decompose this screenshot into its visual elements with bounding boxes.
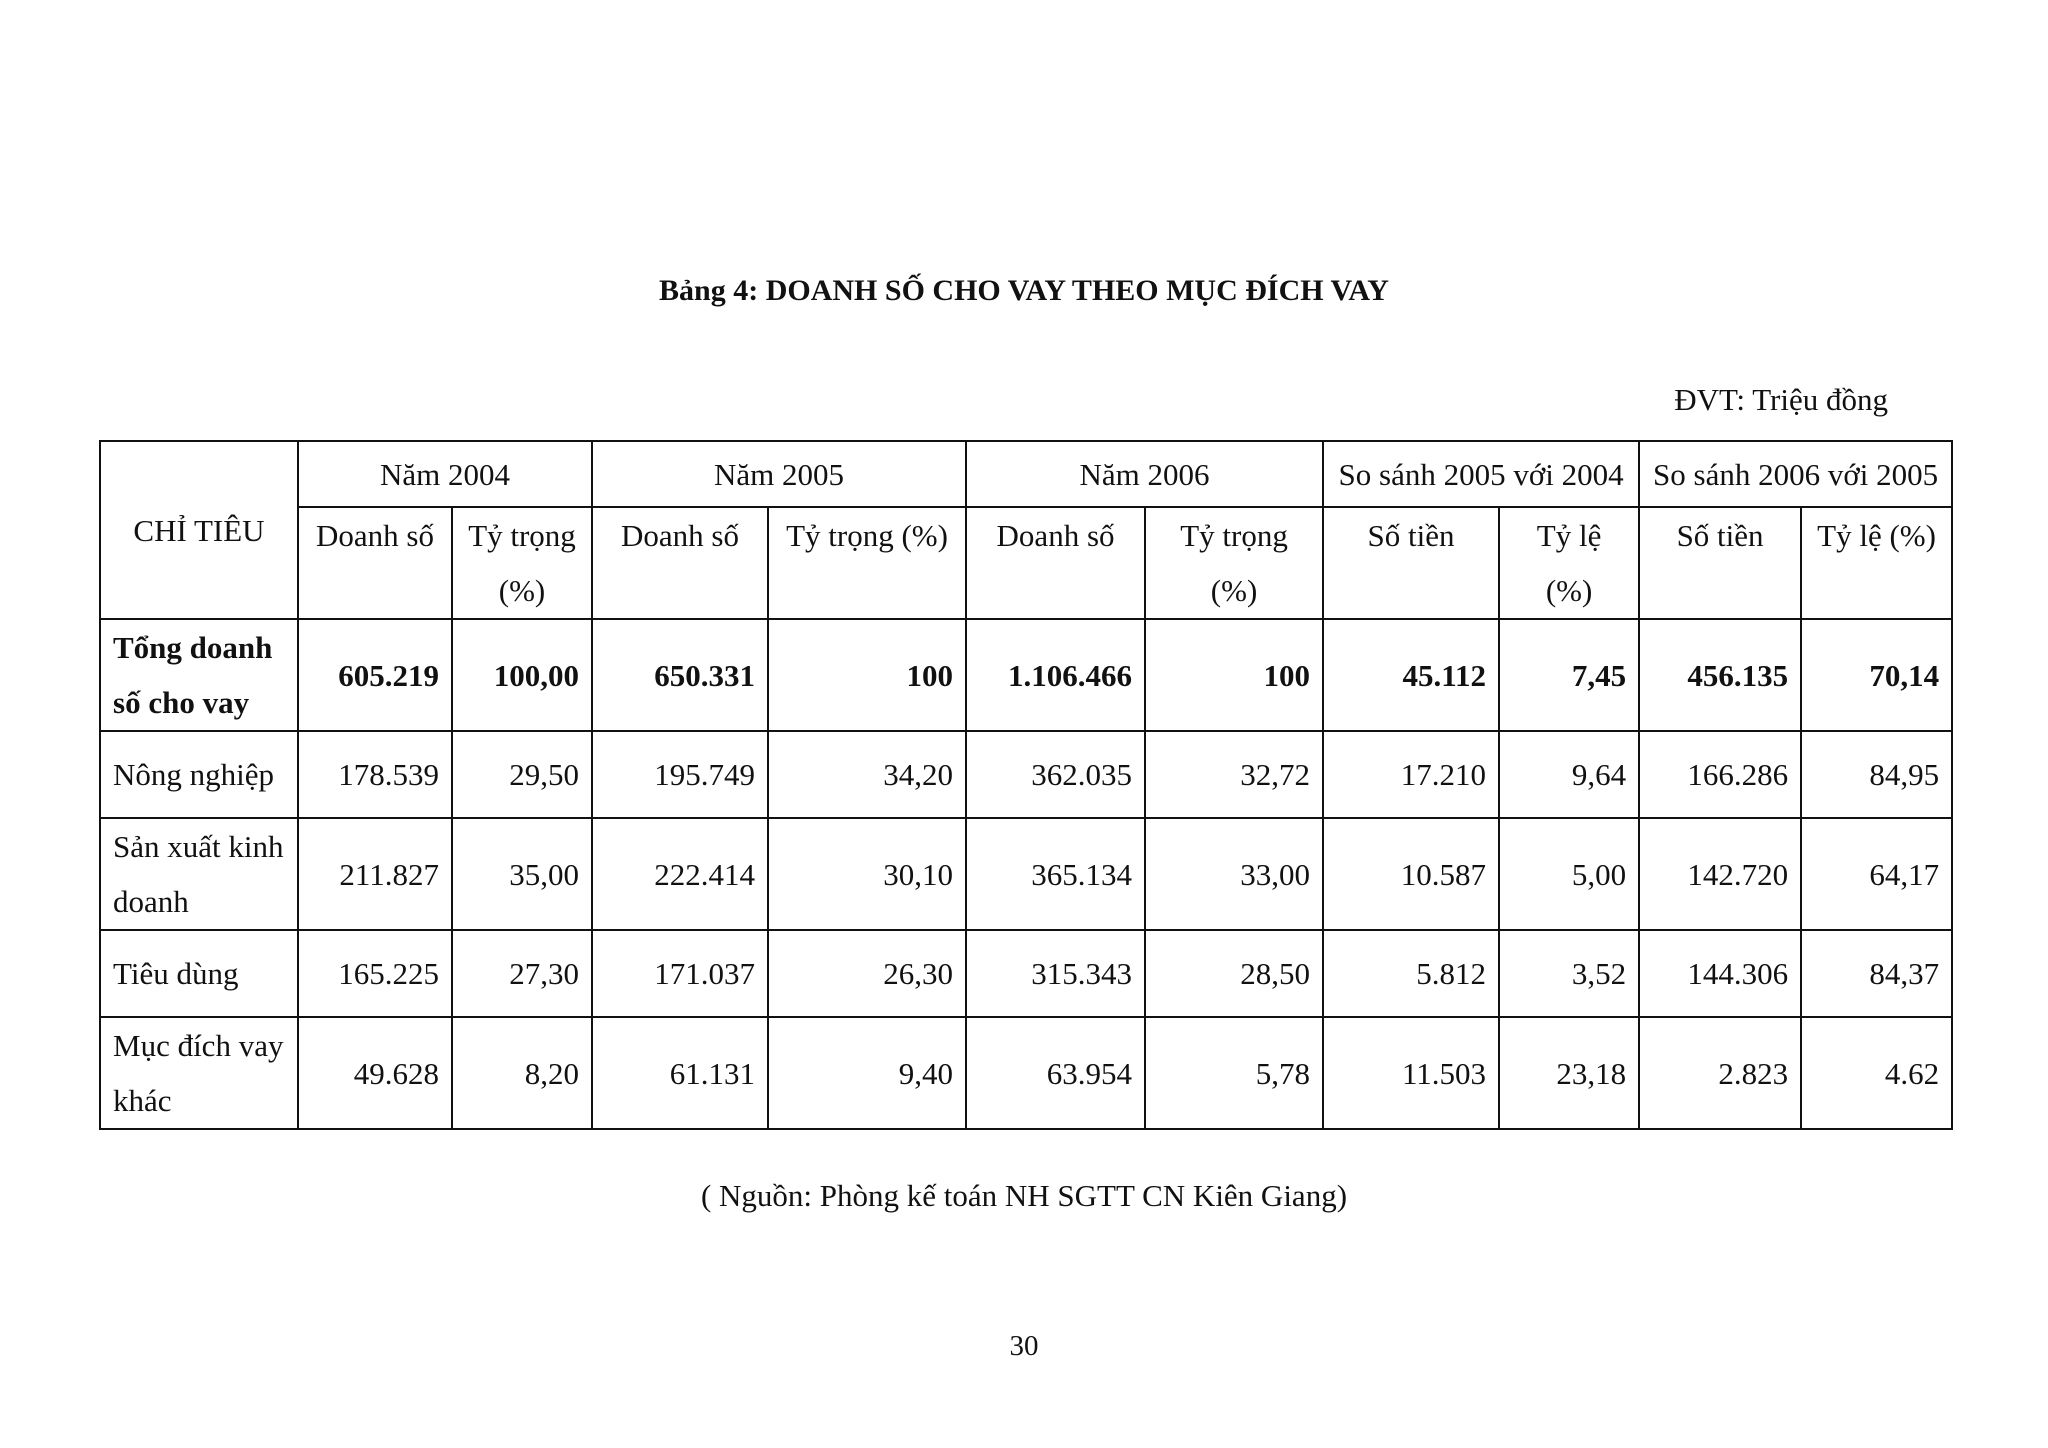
cell-value: 365.134 [966,818,1145,930]
subheader-doanh-so-2006: Doanh số [966,507,1145,619]
cell-value: 35,00 [452,818,592,930]
cell-value: 144.306 [1639,930,1801,1017]
cell-value: 178.539 [298,731,452,818]
cell-value: 211.827 [298,818,452,930]
row-label: Mục đích vay khác [100,1017,298,1129]
table-row-total [100,619,1952,731]
cell-value: 33,00 [1145,818,1323,930]
cell-value: 84,37 [1801,930,1952,1017]
cell-value: 49.628 [298,1017,452,1129]
cell-value: 456.135 [1639,619,1801,731]
row-label: Tiêu dùng [100,930,298,1017]
subheader-ty-trong-2005: Tỷ trọng (%) [768,507,966,619]
subheader-doanh-so-2005: Doanh số [592,507,768,619]
cell-value: 4.62 [1801,1017,1952,1129]
header-group-compare-2006-2005: So sánh 2006 với 2005 [1639,441,1952,507]
cell-value: 2.823 [1639,1017,1801,1129]
cell-value: 605.219 [298,619,452,731]
cell-value: 28,50 [1145,930,1323,1017]
table-row-tieu-dung [100,930,1952,1017]
source-note: ( Nguồn: Phòng kế toán NH SGTT CN Kiên Giang) [700,1178,1348,1213]
cell-value: 5.812 [1323,930,1499,1017]
cell-value: 8,20 [452,1017,592,1129]
cell-value: 32,72 [1145,731,1323,818]
cell-value: 10.587 [1323,818,1499,930]
cell-value: 171.037 [592,930,768,1017]
subheader-so-tien-2005-2004: Số tiền [1323,507,1499,619]
header-group-compare-2005-2004: So sánh 2005 với 2004 [1323,441,1639,507]
cell-value: 362.035 [966,731,1145,818]
page-number: 30 [1009,1330,1039,1362]
cell-value: 142.720 [1639,818,1801,930]
cell-value: 1.106.466 [966,619,1145,731]
cell-value: 100 [1145,619,1323,731]
unit-note: ĐVT: Triệu đồng [1674,382,1888,417]
cell-value: 11.503 [1323,1017,1499,1129]
table-row-nong-nghiep [100,731,1952,818]
cell-value: 100 [768,619,966,731]
cell-value: 30,10 [768,818,966,930]
cell-value: 29,50 [452,731,592,818]
cell-value: 26,30 [768,930,966,1017]
subheader-so-tien-2006-2005: Số tiền [1639,507,1801,619]
cell-value: 61.131 [592,1017,768,1129]
cell-value: 650.331 [592,619,768,731]
cell-value: 27,30 [452,930,592,1017]
header-group-2006: Năm 2006 [966,441,1323,507]
cell-value: 17.210 [1323,731,1499,818]
table-row-san-xuat-kinh-doanh [100,818,1952,930]
cell-value: 5,00 [1499,818,1639,930]
header-chi-tieu: CHỈ TIÊU [100,441,298,619]
table-title: Bảng 4: DOANH SỐ CHO VAY THEO MỤC ĐÍCH VAY [659,274,1389,307]
cell-value: 34,20 [768,731,966,818]
cell-value: 45.112 [1323,619,1499,731]
cell-value: 100,00 [452,619,592,731]
row-label: Sản xuất kinh doanh [100,818,298,930]
subheader-doanh-so-2004: Doanh số [298,507,452,619]
table-header-row-groups [100,441,1952,507]
cell-value: 166.286 [1639,731,1801,818]
subheader-ty-trong-2004: Tỷ trọng (%) [452,507,592,619]
cell-value: 64,17 [1801,818,1952,930]
loan-purpose-table [99,440,1953,1130]
row-label: Tổng doanh số cho vay [100,619,298,731]
cell-value: 23,18 [1499,1017,1639,1129]
cell-value: 70,14 [1801,619,1952,731]
cell-value: 84,95 [1801,731,1952,818]
cell-value: 5,78 [1145,1017,1323,1129]
cell-value: 315.343 [966,930,1145,1017]
cell-value: 9,64 [1499,731,1639,818]
header-group-2005: Năm 2005 [592,441,966,507]
cell-value: 222.414 [592,818,768,930]
cell-value: 195.749 [592,731,768,818]
subheader-ty-le-2005-2004: Tỷ lệ (%) [1499,507,1639,619]
header-group-2004: Năm 2004 [298,441,592,507]
cell-value: 165.225 [298,930,452,1017]
cell-value: 9,40 [768,1017,966,1129]
cell-value: 63.954 [966,1017,1145,1129]
cell-value: 3,52 [1499,930,1639,1017]
cell-value: 7,45 [1499,619,1639,731]
subheader-ty-trong-2006: Tỷ trọng (%) [1145,507,1323,619]
table-row-muc-dich-vay-khac [100,1017,1952,1129]
row-label: Nông nghiệp [100,731,298,818]
subheader-ty-le-2006-2005: Tỷ lệ (%) [1801,507,1952,619]
table-header-row-subheaders [100,507,1952,619]
